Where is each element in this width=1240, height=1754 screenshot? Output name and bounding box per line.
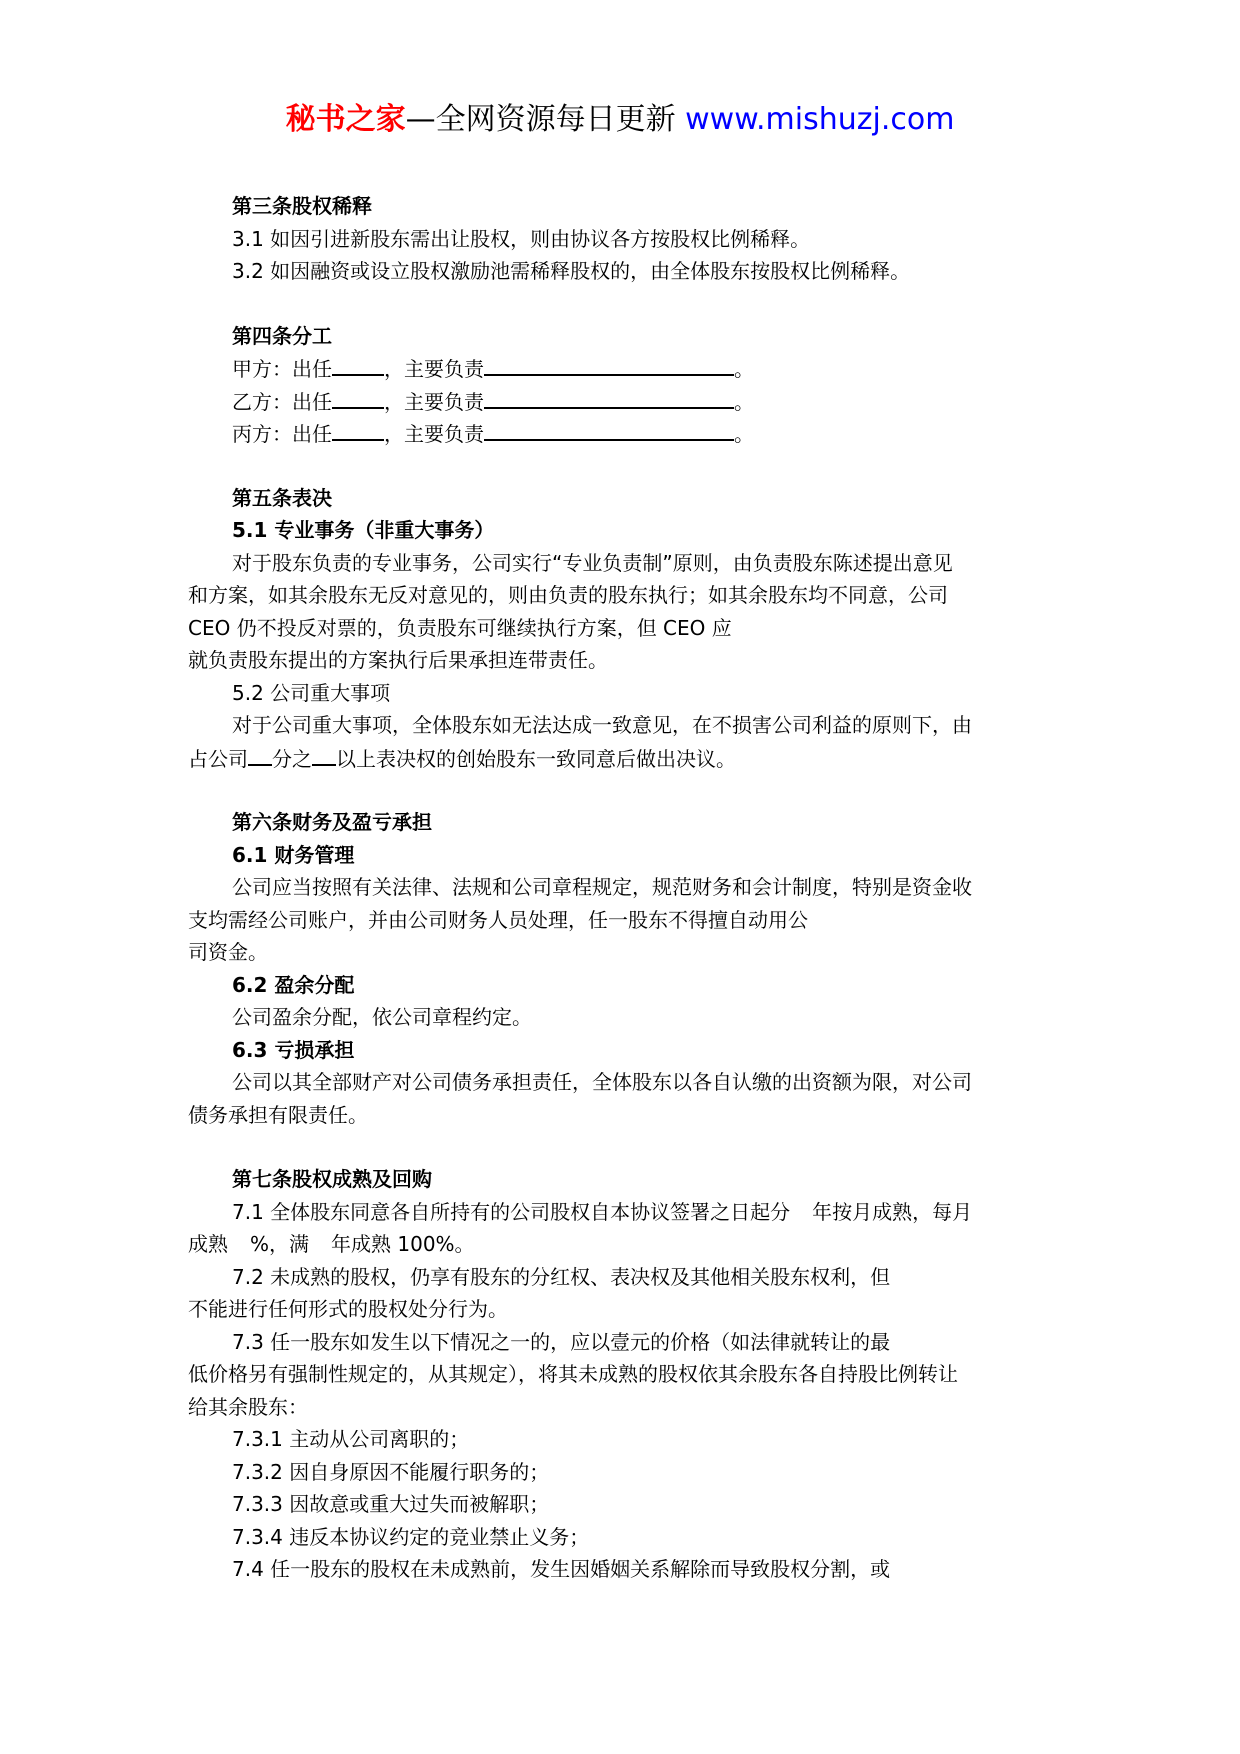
position-blank[interactable] xyxy=(332,385,384,409)
text-fragment: 7.1 全体股东同意各自所持有的公司股权自本协议签署之日起分 xyxy=(232,1199,791,1224)
clause-7-3-1: 7.3.1 主动从公司离职的； xyxy=(232,1427,470,1451)
text-fragment: 以上表决权的创始股东一致同意后做出决议。 xyxy=(336,746,736,771)
role-row-party-c xyxy=(188,417,1058,450)
banner-slogan: —全网资源每日更新 xyxy=(405,102,686,137)
clause-3-1: 3.1 如因引进新股东需出让股权，则由协议各方按股权比例稀释。 xyxy=(232,226,811,251)
section-6-3-text: 公司以其全部财产对公司债务承担责任，全体股东以各自认缴的出资额为限，对公司 xyxy=(232,1070,972,1094)
period: 。 xyxy=(734,389,754,414)
article-4-title: 第四条分工 xyxy=(232,323,332,348)
clause-7-1 xyxy=(188,1228,1058,1261)
clause-7-3: 给其余股东： xyxy=(188,1394,308,1419)
responsibility-label: ，主要负责 xyxy=(384,422,484,446)
responsibility-blank[interactable] xyxy=(484,385,734,409)
clause-7-4: 7.4 任一股东的股权在未成熟前，发生因婚姻关系解除而导致股权分割，或 xyxy=(232,1557,891,1581)
responsibility-label: ，主要负责 xyxy=(384,357,484,381)
responsibility-blank[interactable] xyxy=(484,352,734,376)
site-url-link[interactable]: www.mishuzj.com xyxy=(685,102,955,137)
clause-7-3-4: 7.3.4 违反本协议约定的竞业禁止义务； xyxy=(232,1524,590,1549)
clause-3-2: 3.2 如因融资或设立股权激励池需稀释股权的，由全体股东按股权比例稀释。 xyxy=(232,259,911,283)
fraction-denominator-blank[interactable] xyxy=(248,742,272,766)
text-fragment: 年按月成熟，每月 xyxy=(812,1199,973,1224)
clause-7-3: 7.3 任一股东如发生以下情况之一的，应以壹元的价格（如法律就转让的最 xyxy=(232,1329,891,1354)
article-6-title: 第六条财务及盈亏承担 xyxy=(232,810,432,834)
text-fragment: 年成熟 100%。 xyxy=(331,1232,475,1256)
section-5-1-text: 就负责股东提出的方案执行后果承担连带责任。 xyxy=(188,648,608,672)
section-5-2-text: 对于公司重大事项，全体股东如无法达成一致意见，在不损害公司利益的原则下，由 xyxy=(232,713,972,737)
section-5-2-title: 5.2 公司重大事项 xyxy=(232,680,391,705)
clause-7-3: 低价格另有强制性规定的，从其规定），将其未成熟的股权依其余股东各自持股比例转让 xyxy=(188,1362,958,1386)
document-body xyxy=(188,190,1058,1586)
section-5-1-text: 和方案，如其余股东无反对意见的，则由负责的股东执行；如其余股东均不同意，公司 xyxy=(188,583,948,607)
section-6-3-text: 债务承担有限责任。 xyxy=(188,1102,368,1127)
section-6-1-text: 司资金。 xyxy=(188,940,268,964)
period: 。 xyxy=(734,422,754,446)
section-5-1-text: 对于股东负责的专业事务，公司实行“专业负责制”原则，由负责股东陈述提出意见 xyxy=(232,550,953,575)
section-6-2-text: 公司盈余分配，依公司章程约定。 xyxy=(232,1005,532,1029)
clause-7-3-2: 7.3.2 因自身原因不能履行职务的； xyxy=(232,1459,550,1484)
text-fragment: %，满 xyxy=(250,1232,310,1256)
site-banner xyxy=(0,100,1240,140)
section-5-1-text: CEO 仍不投反对票的，负责股东可继续执行方案，但 CEO 应 xyxy=(188,615,732,640)
responsibility-blank[interactable] xyxy=(484,417,734,441)
section-6-1-title: 6.1 财务管理 xyxy=(232,842,355,867)
text-fragment: 成熟 xyxy=(188,1232,228,1256)
brand-name: 秘书之家 xyxy=(285,102,406,137)
article-7-title: 第七条股权成熟及回购 xyxy=(232,1167,432,1191)
text-fragment: 分之 xyxy=(272,746,312,771)
responsibility-label: ，主要负责 xyxy=(384,389,484,414)
clause-7-2: 不能进行任何形式的股权处分行为。 xyxy=(188,1297,508,1321)
section-6-2-title: 6.2 盈余分配 xyxy=(232,972,355,997)
section-6-3-title: 6.3 亏损承担 xyxy=(232,1037,355,1062)
party-label: 乙方：出任 xyxy=(232,389,332,414)
section-5-1-title: 5.1 专业事务（非重大事务） xyxy=(232,518,495,542)
text-fragment: 占公司 xyxy=(188,746,248,771)
role-row-party-b xyxy=(188,385,1058,418)
fraction-numerator-blank[interactable] xyxy=(312,742,336,766)
period: 。 xyxy=(734,357,754,381)
party-label: 丙方：出任 xyxy=(232,422,332,446)
party-label: 甲方：出任 xyxy=(232,357,332,381)
section-6-1-text: 支均需经公司账户，并由公司财务人员处理，任一股东不得擅自动用公 xyxy=(188,907,808,932)
role-row-party-a xyxy=(188,352,1058,385)
clause-7-2: 7.2 未成熟的股权，仍享有股东的分红权、表决权及其他相关股东权利，但 xyxy=(232,1264,891,1289)
clause-7-1 xyxy=(188,1196,1058,1229)
section-5-2-text xyxy=(188,742,1058,775)
section-6-1-text: 公司应当按照有关法律、法规和公司章程规定，规范财务和会计制度，特别是资金收 xyxy=(232,875,972,899)
article-5-title: 第五条表决 xyxy=(232,485,332,510)
article-3-title: 第三条股权稀释 xyxy=(232,194,372,218)
position-blank[interactable] xyxy=(332,352,384,376)
clause-7-3-3: 7.3.3 因故意或重大过失而被解职； xyxy=(232,1492,550,1516)
position-blank[interactable] xyxy=(332,417,384,441)
